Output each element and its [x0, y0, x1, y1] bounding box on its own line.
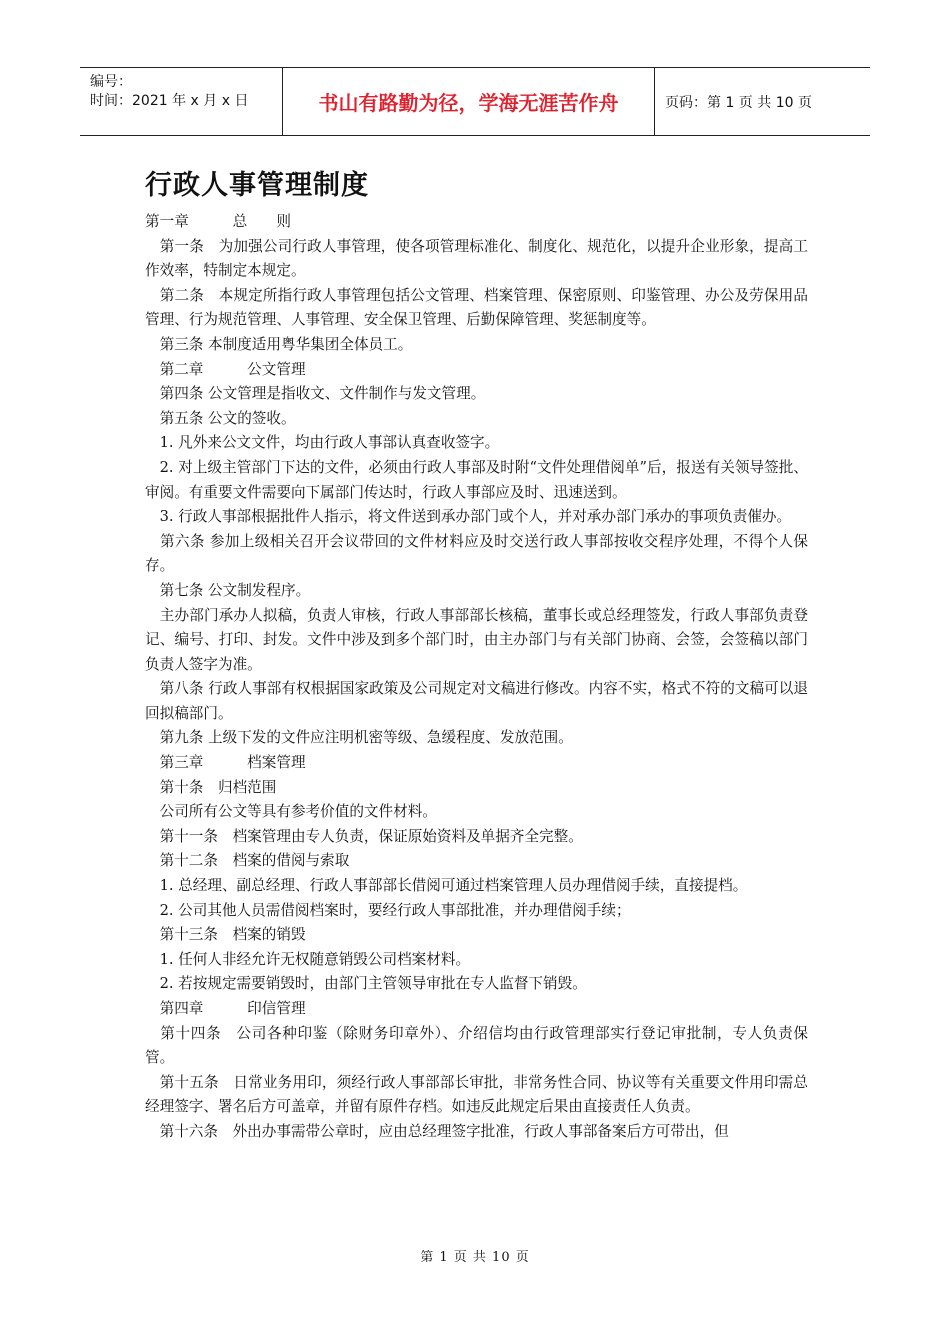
body-paragraph: 主办部门承办人拟稿，负责人审核，行政人事部部长核稿，董事长或总经理签发，行政人事部负责登记、编号、打印、封发。文件中涉及到多个部门时，由主办部门与有关部门协商、会签，会签稿以部门负责人签字为准。	[145, 606, 808, 673]
body-paragraph: 第一章 总 则	[145, 213, 291, 230]
body-paragraph: 第十条 归档范围	[145, 778, 277, 796]
body-paragraph: 第二条 本规定所指行政人事管理包括公文管理、档案管理、保密原则、印鉴管理、办公及劳保用品管理、行为规范管理、人事管理、安全保卫管理、后勤保障管理、奖惩制度等。	[145, 286, 808, 329]
body-paragraph: 1. 凡外来公文文件，均由行政人事部认真查收签字。	[145, 434, 500, 452]
body-paragraph: 第四章 印信管理	[145, 1000, 306, 1017]
body-paragraph: 2. 对上级主管部门下达的文件，必须由行政人事部及时附“文件处理借阅单”后，报送有关领导签批、审阅。有重要文件需要向下属部门传达时，行政人事部应及时、迅速送到。	[145, 458, 808, 501]
body-paragraph: 第八条 行政人事部有权根据国家政策及公司规定对文稿进行修改。内容不实，格式不符的文稿可以退回拟稿部门。	[145, 680, 808, 722]
body-paragraph: 第十一条 档案管理由专人负责，保证原始资料及单据齐全完整。	[145, 827, 583, 845]
body-paragraph: 2. 公司其他人员需借阅档案时，要经行政人事部批准，并办理借阅手续；	[145, 901, 631, 919]
page-header	[80, 67, 870, 136]
body-paragraph: 1. 任何人非经允许无权随意销毁公司档案材料。	[145, 950, 471, 968]
header-meta	[80, 68, 283, 135]
body-paragraph: 第九条 上级下发的文件应注明机密等级、急缓程度、发放范围。	[145, 729, 573, 747]
body-paragraph: 第十四条 公司各种印鉴（除财务印章外）、介绍信均由行政管理部实行登记审批制，专人负责保管。	[145, 1024, 808, 1067]
document-title: 行政人事管理制度	[145, 170, 369, 201]
body-paragraph: 第十二条 档案的借阅与索取	[145, 852, 350, 870]
body-paragraph: 第十三条 档案的销毁	[145, 926, 306, 944]
body-paragraph: 第三条 本制度适用粤华集团全体员工。	[145, 335, 413, 353]
body-paragraph: 第二章 公文管理	[145, 360, 306, 378]
body-paragraph: 1. 总经理、副总经理、行政人事部部长借阅可通过档案管理人员办理借阅手续，直接提档。	[145, 877, 748, 895]
page-footer: 第 1 页 共 10 页	[420, 1250, 530, 1265]
body-paragraph: 第七条 公文制发程序。	[145, 581, 311, 599]
body-paragraph: 2. 若按规定需要销毁时，由部门主管领导审批在专人监督下销毁。	[145, 975, 587, 993]
body-paragraph: 第五条 公文的签收。	[145, 409, 296, 427]
header-number-label: 编号：	[90, 74, 132, 90]
body-paragraph: 第六条 参加上级相关召开会议带回的文件材料应及时交送行政人事部按收交程序处理，不得个人保存。	[145, 532, 808, 575]
body-paragraph: 第四条 公文管理是指收文、文件制作与发文管理。	[145, 385, 486, 403]
body-paragraph: 第十五条 日常业务用印，须经行政人事部部长审批，非常务性合同、协议等有关重要文件用印需总经理签字、署名后方可盖章，并留有原件存档。如违反此规定后果由直接责任人负责。	[145, 1073, 808, 1116]
document-body	[145, 210, 808, 1145]
body-paragraph: 公司所有公文等具有参考价值的文件材料。	[145, 803, 437, 821]
header-page-info: 页码：第 1 页 共 10 页	[665, 94, 812, 111]
body-paragraph: 第三章 档案管理	[145, 754, 306, 772]
header-date: 时间：2021 年 x 月 x 日	[90, 93, 249, 109]
header-motto: 书山有路勤为径，学海无涯苦作舟	[283, 68, 655, 135]
body-paragraph: 第十六条 外出办事需带公章时，应由总经理签字批准，行政人事部备案后方可带出，但	[145, 1122, 729, 1140]
body-paragraph: 第一条 为加强公司行政人事管理，使各项管理标准化、制度化、规范化，以提升企业形象，提高工作效率，特制定本规定。	[145, 237, 808, 280]
body-paragraph: 3. 行政人事部根据批件人指示，将文件送到承办部门或个人，并对承办部门承办的事项负责催办。	[145, 508, 792, 526]
